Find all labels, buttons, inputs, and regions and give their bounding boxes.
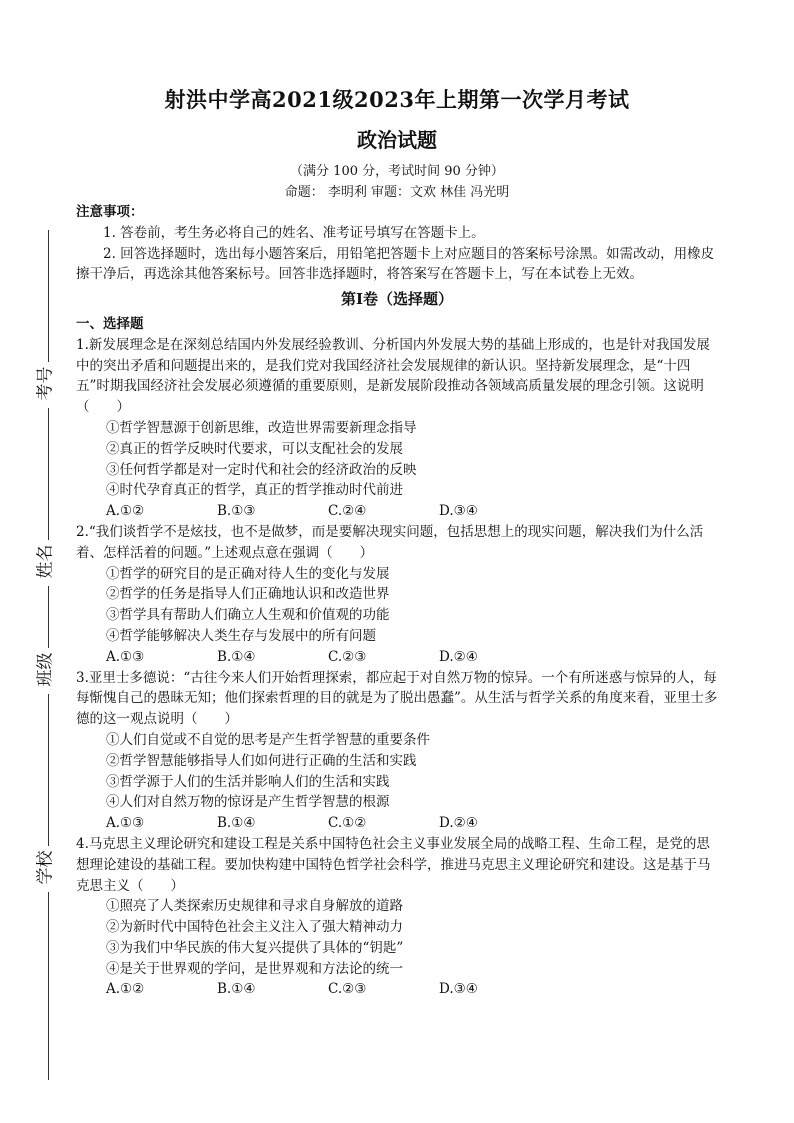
margin-label-class: 班级	[35, 652, 56, 687]
question-statement: ③哲学源于人们的生活并影响人们的生活和实践	[106, 773, 390, 790]
question-statement: ②真正的哲学反映时代要求，可以支配社会的发展	[106, 440, 403, 457]
question-statement: ③任何哲学都是对一定时代和社会的经济政治的反映	[106, 461, 417, 478]
question-statement: ②为新时代中国特色社会主义注入了强大精神动力	[106, 919, 403, 936]
section-title: 一、选择题	[76, 315, 144, 332]
option-c: C.①②	[328, 815, 367, 832]
question-statement: ④时代孕育真正的哲学，真正的哲学推动时代前进	[106, 482, 403, 499]
answer-options	[76, 501, 718, 522]
question-3	[76, 668, 718, 834]
question-statement: ③为我们中华民族的伟大复兴提供了具体的“钥匙”	[106, 939, 404, 956]
exam-title: 射洪中学高2021级2023年上期第一次学月考试	[164, 87, 630, 112]
question-stem: 4.马克思主义理论研究和建设工程是关系中国特色社会主义事业发展全局的战略工程、生命工程，是党的思想理论建设的基础工程。要加快构建中国特色哲学社会科学，推进马克思主义理论研究和建设。这是基于马克思主义（ ）	[76, 835, 711, 894]
question-statement: ④是关于世界观的学问，是世界观和方法论的统一	[106, 960, 403, 977]
option-d: D.③④	[439, 503, 478, 520]
question-statement: ④人们对自然万物的惊讶是产生哲学智慧的根源	[106, 794, 390, 811]
exam-subject: 政治试题	[357, 128, 437, 152]
answer-options	[76, 813, 718, 834]
option-c: C.②③	[328, 981, 367, 998]
option-b: B.①④	[217, 815, 256, 832]
option-d: D.②④	[439, 815, 478, 832]
question-4	[76, 834, 718, 1000]
answer-options	[76, 979, 718, 1000]
exam-content	[76, 202, 718, 1000]
notice-title: 注意事项：	[76, 204, 144, 220]
option-a: A.①②	[106, 503, 145, 520]
option-a: A.①②	[106, 981, 145, 998]
question-statement: ②哲学智慧能够指导人们如何进行正确的生活和实践	[106, 752, 417, 769]
question-stem: 2.“我们谈哲学不是炫技，也不是做梦，而是要解决现实问题，包括思想上的现实问题，解决我们为什么活着、怎样活着的问题。”上述观点意在强调（ ）	[76, 523, 704, 561]
option-b: B.①④	[217, 981, 256, 998]
author-line: 命题： 李明利 审题：文欢 林佳 冯光明	[284, 185, 510, 200]
question-statement: ③哲学具有帮助人们确立人生观和价值观的功能	[106, 607, 390, 624]
notice-item: 1. 答卷前，考生务必将自己的姓名、准考证号填写在答题卡上。	[103, 224, 485, 241]
option-d: D.②④	[439, 648, 478, 665]
question-2	[76, 522, 718, 668]
question-statement: ②哲学的任务是指导人们正确地认识和改造世界	[106, 586, 390, 603]
option-b: B.①④	[217, 648, 256, 665]
question-statement: ①哲学智慧源于创新思维，改造世界需要新理念指导	[106, 419, 417, 436]
part-title: 第Ⅰ卷（选择题）	[340, 290, 454, 309]
option-a: A.①③	[106, 648, 145, 665]
option-a: A.①③	[106, 815, 145, 832]
question-statement: ①人们自觉或不自觉的思考是产生哲学智慧的重要条件	[106, 731, 430, 748]
option-d: D.③④	[439, 981, 478, 998]
notice-item: 2. 回答选择题时，选出每小题答案后，用铅笔把答题卡上对应题目的答案标号涂黑。如需改动，用橡皮擦干净后，再选涂其他答案标号。回答非选择题时，将答案写在答题卡上，写在本试卷上无效。	[76, 245, 715, 283]
margin-label-name: 姓名	[35, 544, 56, 579]
question-1	[76, 335, 718, 522]
question-statement: ④哲学能够解决人类生存与发展中的所有问题	[106, 627, 376, 644]
margin-label-school: 学校	[35, 850, 56, 885]
question-stem: 3.亚里士多德说：“古往今来人们开始哲理探索，都应起于对自然万物的惊异。一个有所迷惑与惊异的人，每每惭愧自己的愚昧无知；他们探索哲理的目的就是为了脱出愚蠢”。从生活与哲学关系的角度来看，亚里士多德的这一观点说明（ ）	[76, 669, 718, 728]
margin-label-exam-number: 考号	[35, 366, 56, 401]
answer-options	[76, 647, 718, 668]
option-b: B.①③	[217, 503, 256, 520]
option-c: C.②④	[328, 503, 367, 520]
option-c: C.②③	[328, 648, 367, 665]
score-time-note: （满分 100 分，考试时间 90 分钟）	[290, 164, 504, 179]
question-statement: ①哲学的研究目的是正确对待人生的变化与发展	[106, 565, 390, 582]
question-statement: ①照亮了人类探索历史规律和寻求自身解放的道路	[106, 898, 403, 915]
question-stem: 1.新发展理念是在深刻总结国内外发展经验教训、分析国内外发展大势的基础上形成的，也是针对我国发展中的突出矛盾和问题提出来的，是我们党对我国经济社会发展规律的新认识。坚持新发展理念，是“十四五”时期我国经济社会发展必须遵循的重要原则，是新发展阶段推动各领域高质量发展的理念引领。这说明（ ）	[76, 336, 710, 416]
